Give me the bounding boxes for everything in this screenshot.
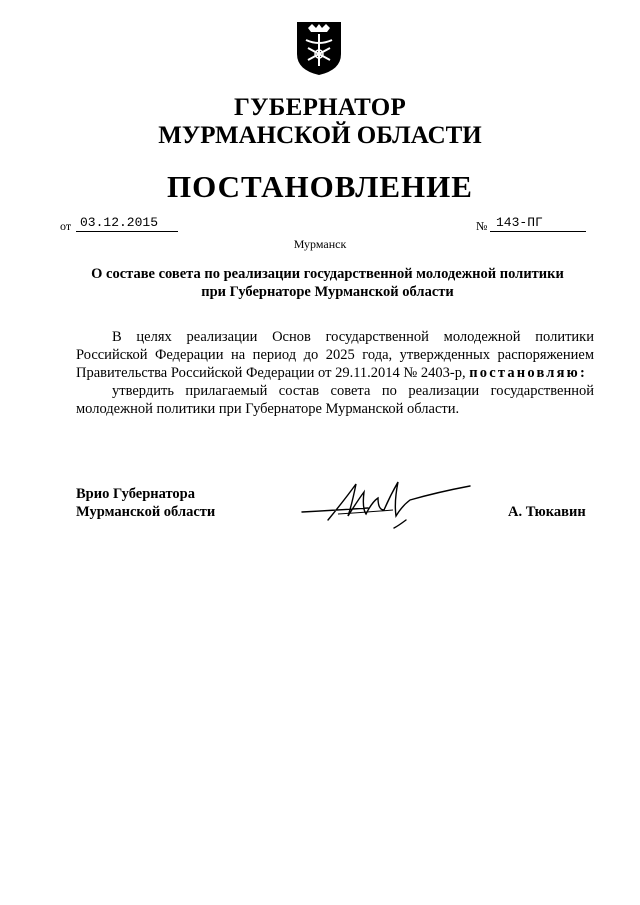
paragraph-1-text: В целях реализации Основ государственной молодежной политики Российской Федерации на период до 2025 года, утвержденных распоряжением Правительства Российской Федерации от 29.11.2014 № 2403-р, [76,329,594,381]
city-name: Мурманск [293,237,347,251]
document-type-title: ПОСТАНОВЛЕНИЕ [167,169,473,204]
signatory-role-line-2: Мурманской области [76,504,216,520]
body-paragraph-2: утвердить прилагаемый состав совета по реализации государственной молодежной политики при Губернаторе Мурманской области. [76,383,594,417]
signatory-name: А. Тюкавин [508,504,586,520]
header-title-governor: ГУБЕРНАТОР [233,94,407,121]
document-date: 03.12.2015 [76,215,178,232]
signatory-role-line-1: Врио Губернатора [76,486,195,502]
subject-line-2: при Губернаторе Мурманской области [201,284,454,300]
document-body [76,328,594,418]
decree-keyword: постановляю: [469,365,587,381]
header-title-region: МУРМАНСКОЙ ОБЛАСТИ [158,122,482,149]
date-prefix: от [60,219,72,233]
handwritten-signature [298,470,473,530]
body-paragraph-1 [76,328,594,382]
subject-line-1: О составе совета по реализации государственной молодежной политики [91,266,564,282]
number-prefix: № [476,219,488,233]
coat-of-arms-icon [294,20,344,76]
document-number: 143-ПГ [490,215,586,232]
document-subject [60,265,595,301]
signatory-position [76,485,215,521]
